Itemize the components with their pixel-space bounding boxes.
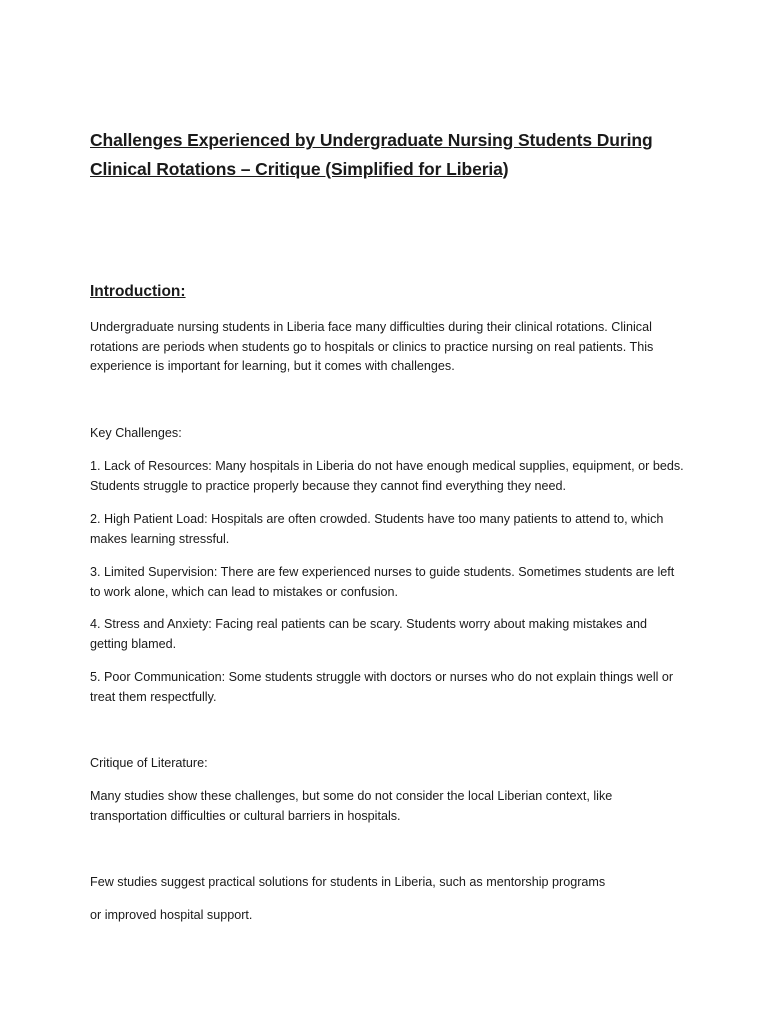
- critique-paragraph-3: or improved hospital support.: [90, 908, 253, 922]
- critique-paragraph-2: Few studies suggest practical solutions for students in Liberia, such as mentorship programs: [90, 875, 606, 889]
- challenge-item-stress-anxiety: 4. Stress and Anxiety: Facing real patients can be scary. Students worry about making mistakes and getting blamed.: [90, 617, 647, 651]
- challenge-item-limited-supervision: 3. Limited Supervision: There are few experienced nurses to guide students. Sometimes students are left to work alone, which can lead to mistakes or confusion.: [90, 565, 675, 599]
- document-title: Challenges Experienced by Undergraduate Nursing Students During Clinical Rotations – Critique (Simplified for Liberia): [90, 130, 653, 179]
- challenge-item-poor-communication: 5. Poor Communication: Some students struggle with doctors or nurses who do not explain things well or treat them respectfully.: [90, 670, 674, 704]
- challenge-item-high-patient-load: 2. High Patient Load: Hospitals are often crowded. Students have too many patients to attend to, which makes learning stressful.: [90, 512, 664, 546]
- critique-paragraph-1: Many studies show these challenges, but some do not consider the local Liberian context, like transportation difficulties or cultural barriers in hospitals.: [90, 789, 613, 823]
- critique-label: Critique of Literature:: [90, 756, 208, 770]
- introduction-heading: Introduction:: [90, 283, 186, 300]
- key-challenges-label: Key Challenges:: [90, 426, 182, 440]
- challenge-item-lack-of-resources: 1. Lack of Resources: Many hospitals in Liberia do not have enough medical supplies, equipment, or beds. Students struggle to practice properly because they cannot find everything they need.: [90, 459, 684, 493]
- introduction-paragraph: Undergraduate nursing students in Liberia face many difficulties during their clinical rotations. Clinical rotations are periods when students go to hospitals or clinics to practice nursing on real patients. This experience is important for learning, but it comes with challenges.: [90, 320, 654, 373]
